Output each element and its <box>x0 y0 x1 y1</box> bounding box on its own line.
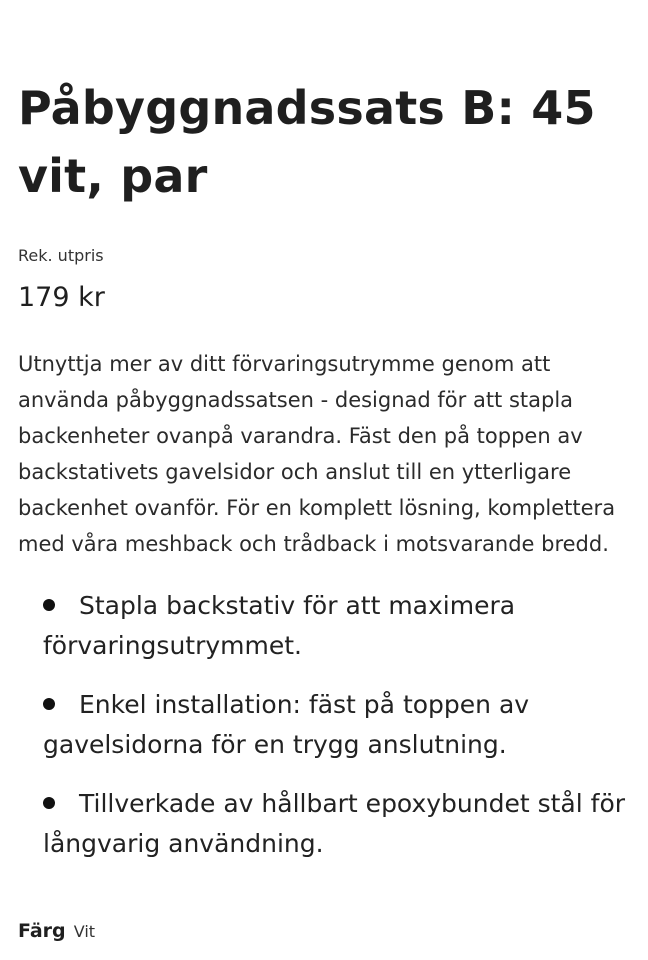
price-label: Rek. utpris <box>18 246 104 265</box>
product-description: Utnyttja mer av ditt förvaringsutrymme genom att använda påbyggnadssatsen - designad för att stapla backenheter ovanpå varandra. Fäst den på toppen av backstativets gavelsidor och anslut till en ytterligare backenhet ovanför. För en komplett lösning, komplettera med våra meshback och trådback i motsvarande bredd. <box>18 352 616 556</box>
feature-text: Tillverkade av hållbart epoxybundet stål för långvarig användning. <box>43 789 626 858</box>
feature-text: Stapla backstativ för att maximera förvaringsutrymmet. <box>43 591 516 660</box>
color-label: Färg <box>18 920 66 942</box>
feature-list <box>18 586 632 864</box>
color-selector[interactable] <box>18 916 95 947</box>
bullet-icon <box>43 698 55 710</box>
feature-item <box>43 685 632 765</box>
feature-text: Enkel installation: fäst på toppen av gavelsidorna för en trygg anslutning. <box>43 690 530 759</box>
color-value: Vit <box>73 922 96 941</box>
product-title: Påbyggnadssats B: 45 vit, par <box>18 81 596 203</box>
price-value: 179 kr <box>18 282 105 313</box>
bullet-icon <box>43 797 55 809</box>
feature-item <box>43 784 632 864</box>
feature-item <box>43 586 632 666</box>
bullet-icon <box>43 599 55 611</box>
